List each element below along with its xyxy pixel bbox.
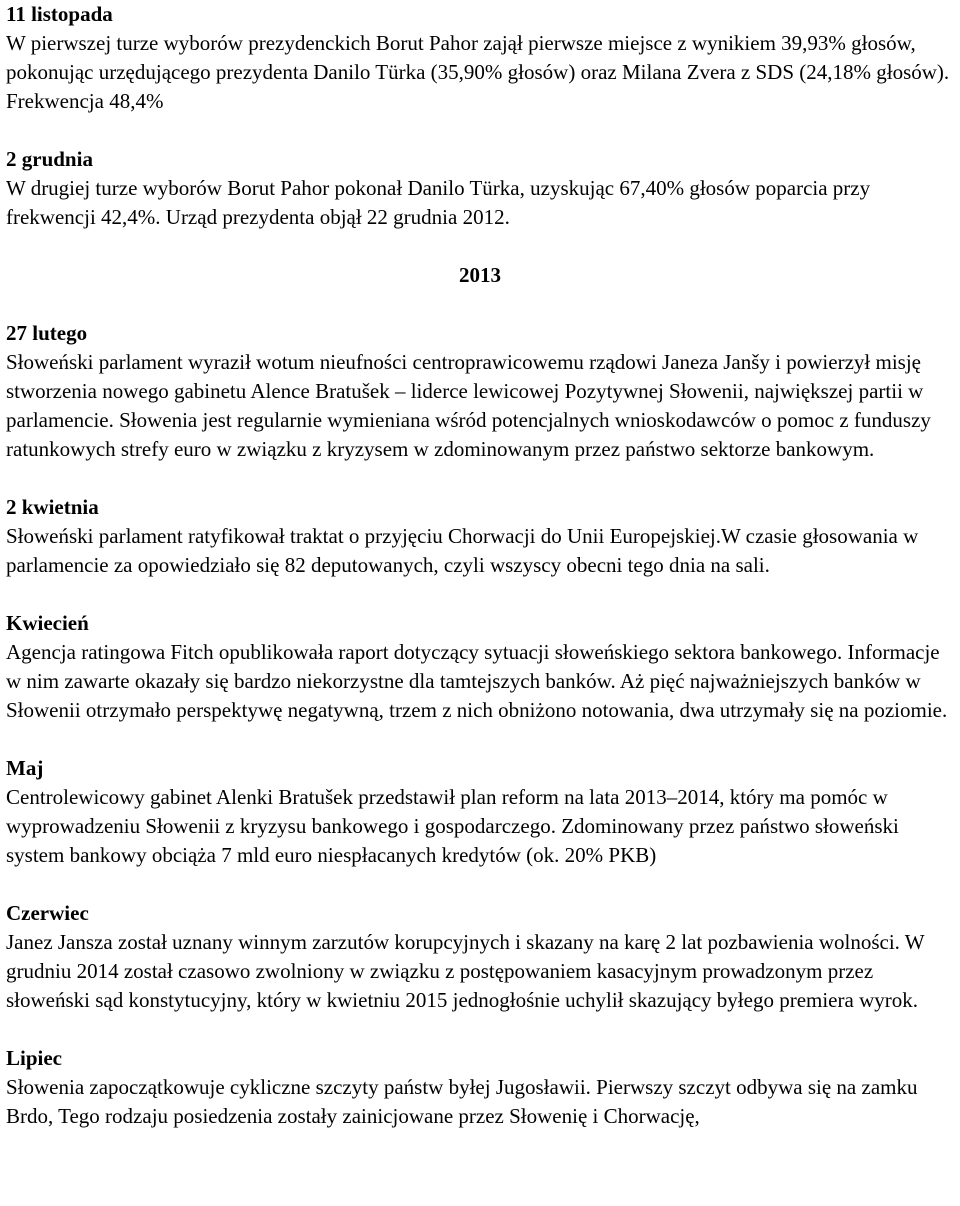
entry-2-kwietnia [6,493,954,580]
entry-text: Słoweński parlament wyraził wotum nieufności centroprawicowemu rządowi Janeza Janšy i powierzył misję stworzenia nowego gabinetu Alence Bratušek – liderce lewicowej Pozytywnej Słowenii, największej partii w parlamencie. Słowenia jest regularnie wymieniana wśród potencjalnych wnioskodawców o pomoc z funduszy ratunkowych strefy euro w związku z kryzysem w zdominowanym przez państwo sektorze bankowym. [6,350,931,461]
entry-11-listopada [6,0,954,116]
entry-date: Czerwiec [6,901,89,925]
entry-czerwiec [6,899,954,1015]
year-heading: 2013 [459,263,501,287]
entry-kwiecien [6,609,954,725]
entry-date: 27 lutego [6,321,88,345]
entry-text: Centrolewicowy gabinet Alenki Bratušek przedstawił plan reform na lata 2013–2014, który ma pomóc w wyprowadzeniu Słowenii z kryzysu bankowego i gospodarczego. Zdominowany przez państwo słoweński system bankowy obciąża 7 mld euro niespłacanych kredytów (ok. 20% PKB) [6,785,899,867]
entry-text: W drugiej turze wyborów Borut Pahor pokonał Danilo Türka, uzyskując 67,40% głosów poparcia przy frekwencji 42,4%. Urząd prezydenta objął 22 grudnia 2012. [6,176,871,229]
entry-maj [6,754,954,870]
entry-date: Kwiecień [6,611,89,635]
entry-date: Maj [6,756,44,780]
entry-date: 2 kwietnia [6,495,99,519]
entry-lipiec [6,1044,954,1131]
entry-date: Lipiec [6,1046,62,1070]
entry-2-grudnia [6,145,954,232]
entry-text: Słoweński parlament ratyfikował traktat o przyjęciu Chorwacji do Unii Europejskiej.W czasie głosowania w parlamencie za opowiedziało się 82 deputowanych, czyli wszyscy obecni tego dnia na sali. [6,524,919,577]
entry-27-lutego [6,319,954,464]
entry-date: 2 grudnia [6,147,93,171]
entry-date: 11 listopada [6,2,113,26]
entry-text: Janez Jansza został uznany winnym zarzutów korupcyjnych i skazany na karę 2 lat pozbawienia wolności. W grudniu 2014 został czasowo zwolniony w związku z postępowaniem kasacyjnym prowadzonym przez słoweński sąd konstytucyjny, który w kwietniu 2015 jednogłośnie uchylił skazujący byłego premiera wyrok. [6,930,925,1012]
entry-text: Agencja ratingowa Fitch opublikowała raport dotyczący sytuacji słoweńskiego sektora bankowego. Informacje w nim zawarte okazały się bardzo niekorzystne dla tamtejszych banków. Aż pięć najważniejszych banków w Słowenii otrzymało perspektywę negatywną, trzem z nich obniżono notowania, dwa utrzymały się na poziomie. [6,640,948,722]
entry-text: Słowenia zapoczątkowuje cykliczne szczyty państw byłej Jugosławii. Pierwszy szczyt odbywa się na zamku Brdo, Tego rodzaju posiedzenia zostały zainicjowane przez Słowenię i Chorwację, [6,1075,918,1128]
entry-text: W pierwszej turze wyborów prezydenckich Borut Pahor zajął pierwsze miejsce z wynikiem 39,93% głosów, pokonując urzędującego prezydenta Danilo Türka (35,90% głosów) oraz Milana Zvera z SDS (24,18% głosów). Frekwencja 48,4% [6,31,950,113]
